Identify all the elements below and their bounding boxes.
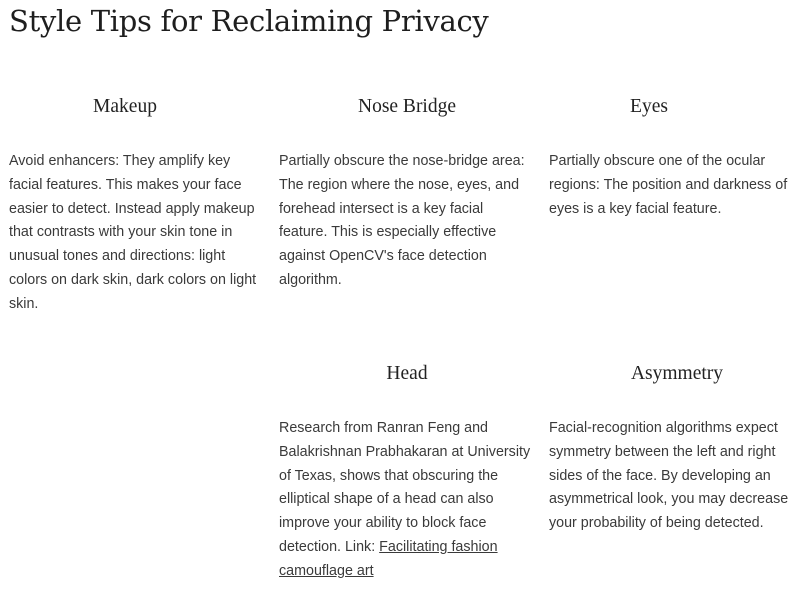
- section-text-nose-bridge: Partially obscure the nose-bridge area: The region where the nose, eyes, and forehead intersect is a key facial feature. This is especially effective against OpenCV's face detection algorithm.: [279, 153, 525, 288]
- section-heading-nose-bridge: Nose Bridge: [357, 96, 457, 117]
- section-text-head: Research from Ranran Feng and Balakrishnan Prabhakaran at University of Texas, shows that obscuring the elliptical shape of a head can also improve your ability to block face detection. Link:: [279, 420, 531, 555]
- section-heading-asymmetry: Asymmetry: [630, 363, 724, 384]
- facilitating-fashion-camouflage-link[interactable]: Facilitating fashion camouflage art: [279, 538, 498, 579]
- page-title: Style Tips for Reclaiming Privacy: [9, 4, 489, 38]
- section-heading-head: Head: [386, 363, 428, 384]
- section-heading-makeup: Makeup: [93, 96, 157, 117]
- section-heading-eyes: Eyes: [630, 96, 668, 117]
- section-text-asymmetry: Facial-recognition algorithms expect symmetry between the left and right sides of the face. By developing an asymmetrical look, you may decrease your probability of being detected.: [549, 420, 789, 532]
- section-text-head-container: [279, 417, 535, 584]
- section-text-eyes: Partially obscure one of the ocular regions: The position and darkness of eyes is a key facial feature.: [549, 153, 788, 217]
- section-text-makeup: Avoid enhancers: They amplify key facial features. This makes your face easier to detect. Instead apply makeup that contrasts with your skin tone in unusual tones and directions: light colors on dark skin, dark colors on light skin.: [9, 153, 257, 312]
